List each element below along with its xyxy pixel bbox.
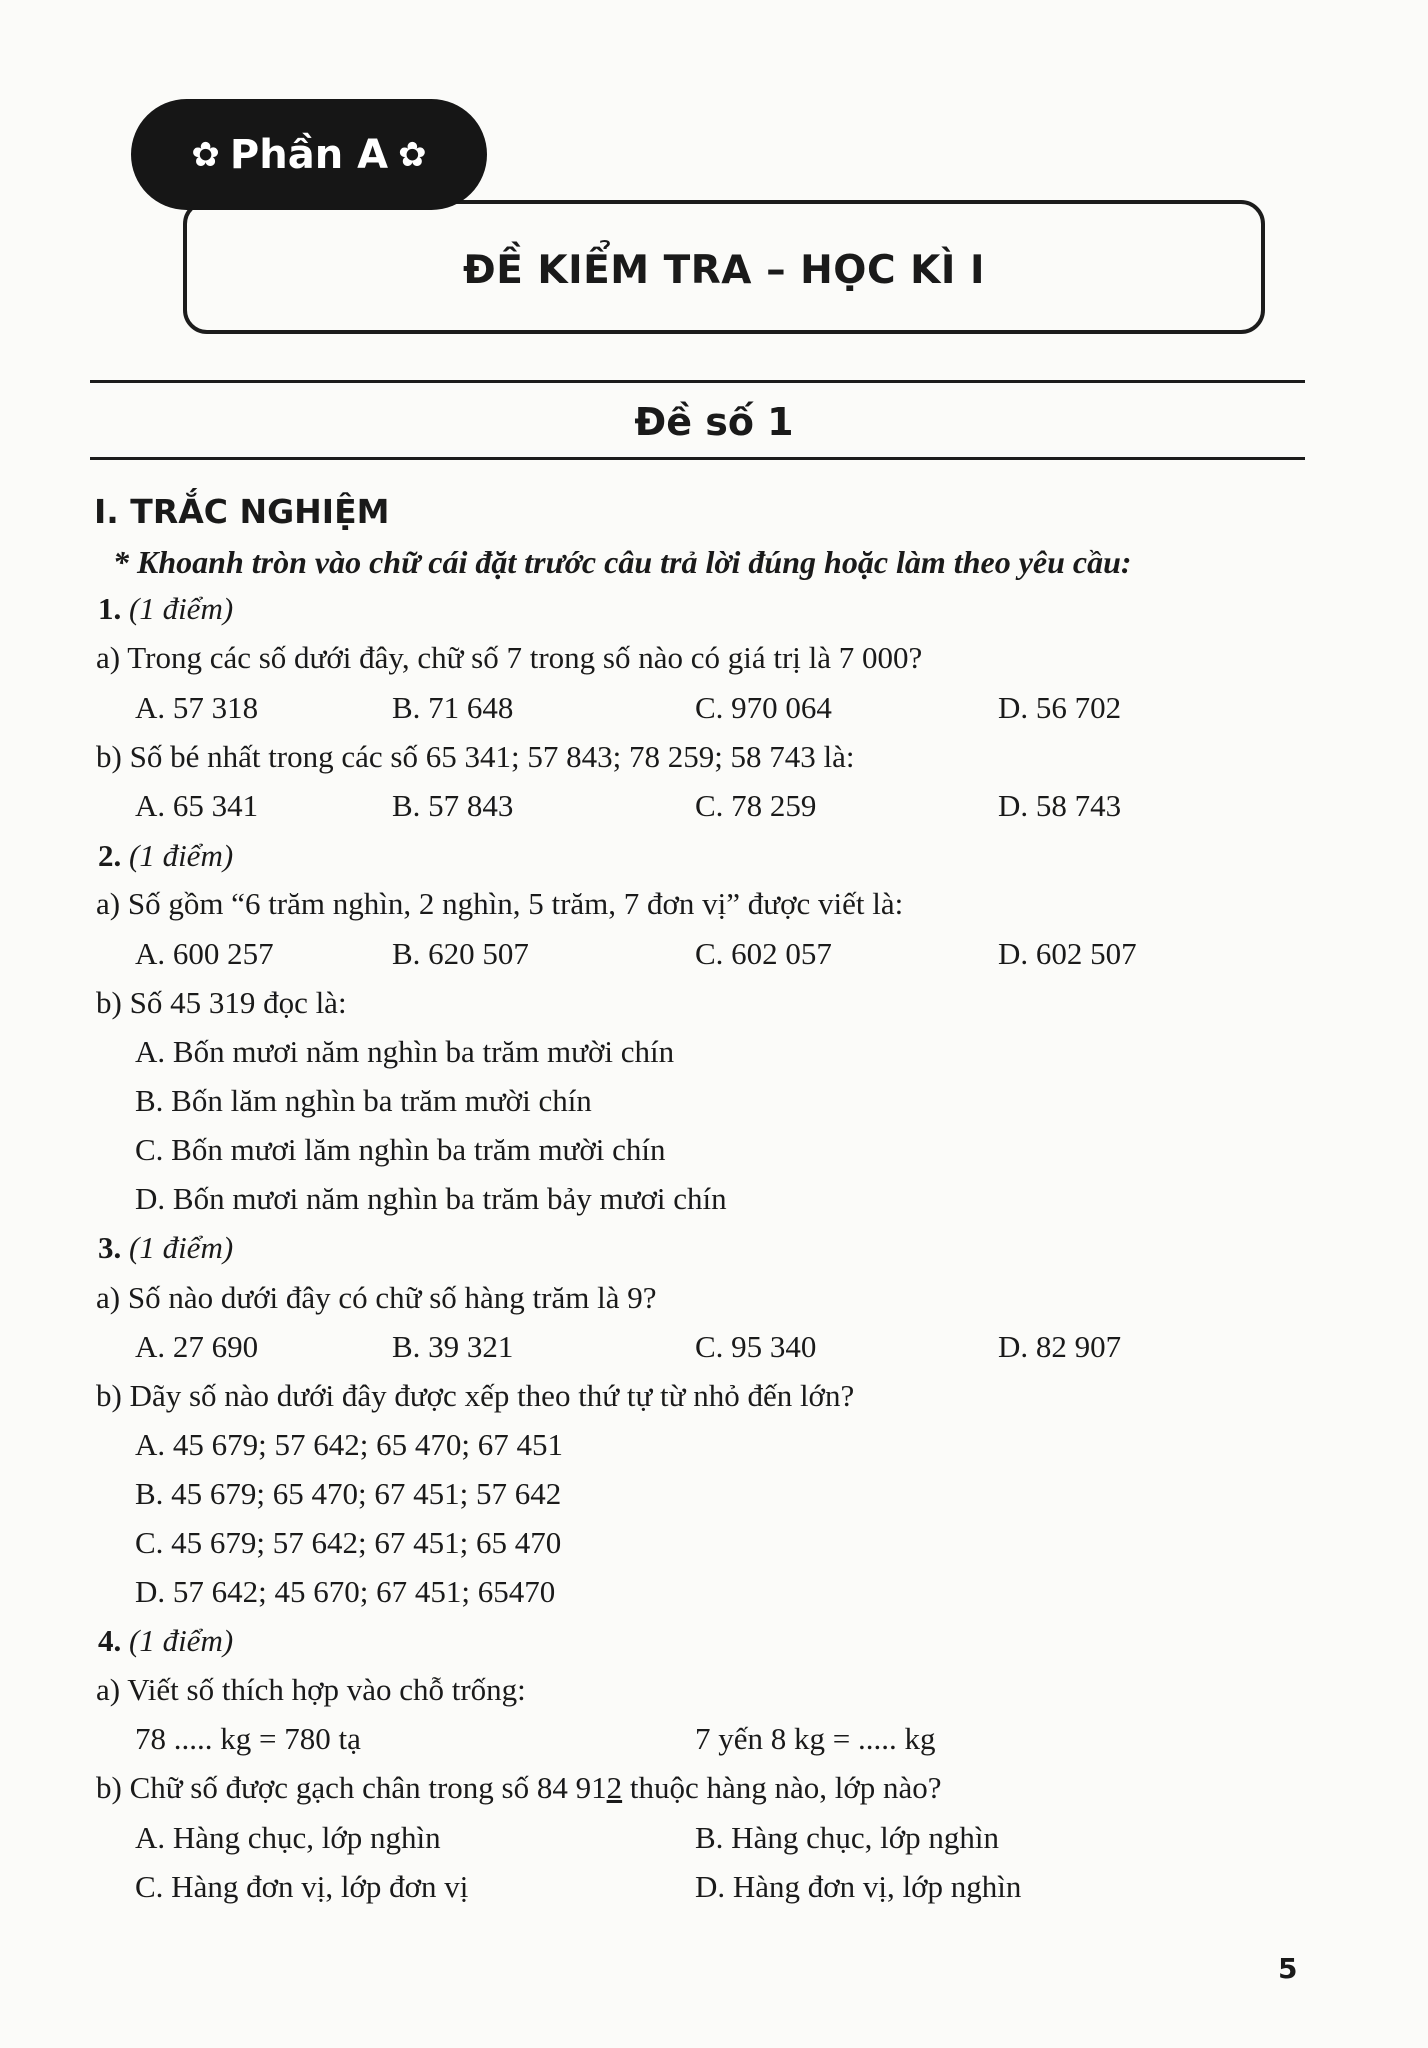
option-d[interactable]: D. 57 642; 45 670; 67 451; 65470	[135, 1574, 556, 1609]
divider-bottom	[90, 457, 1305, 460]
option-a[interactable]: A. 65 341	[135, 788, 259, 823]
option-d[interactable]: D. 58 743	[998, 788, 1122, 823]
title-frame	[183, 200, 1265, 334]
option-c[interactable]: C. 45 679; 57 642; 67 451; 65 470	[135, 1525, 562, 1560]
option-a[interactable]: A. 600 257	[135, 936, 274, 971]
option-d[interactable]: D. 602 507	[998, 936, 1137, 971]
option-b[interactable]: B. 45 679; 65 470; 67 451; 57 642	[135, 1476, 562, 1511]
part-label: Phần A	[229, 131, 389, 178]
question-points: (1 điểm)	[129, 1623, 234, 1658]
question-3a-text: a) Số nào dưới đây có chữ số hàng trăm là 9?	[96, 1280, 657, 1315]
flower-icon: ✿	[398, 134, 427, 175]
option-c[interactable]: C. Bốn mươi lăm nghìn ba trăm mười chín	[135, 1132, 666, 1167]
question-points: (1 điểm)	[129, 838, 234, 873]
question-4b-text-end: thuộc hàng nào, lớp nào?	[622, 1770, 942, 1805]
question-1-header	[98, 593, 233, 624]
option-a[interactable]: A. 27 690	[135, 1329, 259, 1364]
flower-icon: ✿	[191, 134, 220, 175]
option-b[interactable]: B. 39 321	[392, 1329, 514, 1364]
option-d[interactable]: D. Hàng đơn vị, lớp nghìn	[695, 1869, 1022, 1904]
question-4b-text-start: b) Chữ số được gạch chân trong số 84 91	[96, 1770, 607, 1805]
option-d[interactable]: D. Bốn mươi năm nghìn ba trăm bảy mươi chín	[135, 1181, 727, 1216]
option-a[interactable]: A. Bốn mươi năm nghìn ba trăm mười chín	[135, 1034, 675, 1069]
question-2a-text: a) Số gồm “6 trăm nghìn, 2 nghìn, 5 trăm, 7 đơn vị” được viết là:	[96, 886, 904, 921]
divider-top	[90, 380, 1305, 383]
question-4b-text	[96, 1772, 942, 1803]
option-b[interactable]: B. 71 648	[392, 690, 514, 725]
question-4-header	[98, 1625, 233, 1656]
option-a[interactable]: A. 45 679; 57 642; 65 470; 67 451	[135, 1427, 563, 1462]
part-badge	[131, 99, 487, 210]
question-number: 3.	[98, 1230, 122, 1265]
question-1a-text: a) Trong các số dưới đây, chữ số 7 trong số nào có giá trị là 7 000?	[96, 640, 923, 675]
option-c[interactable]: C. Hàng đơn vị, lớp đơn vị	[135, 1869, 469, 1904]
option-b[interactable]: B. 620 507	[392, 936, 529, 971]
question-2-header	[98, 840, 233, 871]
option-a[interactable]: A. Hàng chục, lớp nghìn	[135, 1820, 441, 1855]
question-number: 2.	[98, 838, 122, 873]
exam-heading: ĐỀ KIỂM TRA – HỌC KÌ I	[463, 248, 985, 293]
question-number: 1.	[98, 591, 122, 626]
question-number: 4.	[98, 1623, 122, 1658]
question-points: (1 điểm)	[129, 591, 234, 626]
question-3b-text: b) Dãy số nào dưới đây được xếp theo thứ tự từ nhỏ đến lớn?	[96, 1378, 855, 1413]
option-d[interactable]: D. 82 907	[998, 1329, 1122, 1364]
option-c[interactable]: C. 95 340	[695, 1329, 817, 1364]
question-1b-text: b) Số bé nhất trong các số 65 341; 57 843; 78 259; 58 743 là:	[96, 739, 855, 774]
question-points: (1 điểm)	[129, 1230, 234, 1265]
exam-number-title: Đề số 1	[634, 400, 794, 444]
option-c[interactable]: C. 970 064	[695, 690, 832, 725]
option-b[interactable]: B. Hàng chục, lớp nghìn	[695, 1820, 999, 1855]
question-3-header	[98, 1232, 233, 1263]
instruction-text: * Khoanh tròn vào chữ cái đặt trước câu trả lời đúng hoặc làm theo yêu cầu:	[113, 544, 1132, 580]
option-a[interactable]: A. 57 318	[135, 690, 259, 725]
underlined-digit: 2	[606, 1770, 623, 1805]
question-4a-text: a) Viết số thích hợp vào chỗ trống:	[96, 1672, 526, 1707]
option-b[interactable]: B. 57 843	[392, 788, 514, 823]
option-d[interactable]: D. 56 702	[998, 690, 1122, 725]
page-number: 5	[1278, 1952, 1298, 1985]
question-2b-text: b) Số 45 319 đọc là:	[96, 985, 347, 1020]
option-c[interactable]: C. 78 259	[695, 788, 817, 823]
fill-blank-1[interactable]: 78 ..... kg = 780 tạ	[135, 1721, 361, 1756]
option-b[interactable]: B. Bốn lăm nghìn ba trăm mười chín	[135, 1083, 592, 1118]
section-title: I. TRẮC NGHIỆM	[94, 492, 390, 531]
option-c[interactable]: C. 602 057	[695, 936, 832, 971]
fill-blank-2[interactable]: 7 yến 8 kg = ..... kg	[695, 1721, 936, 1756]
